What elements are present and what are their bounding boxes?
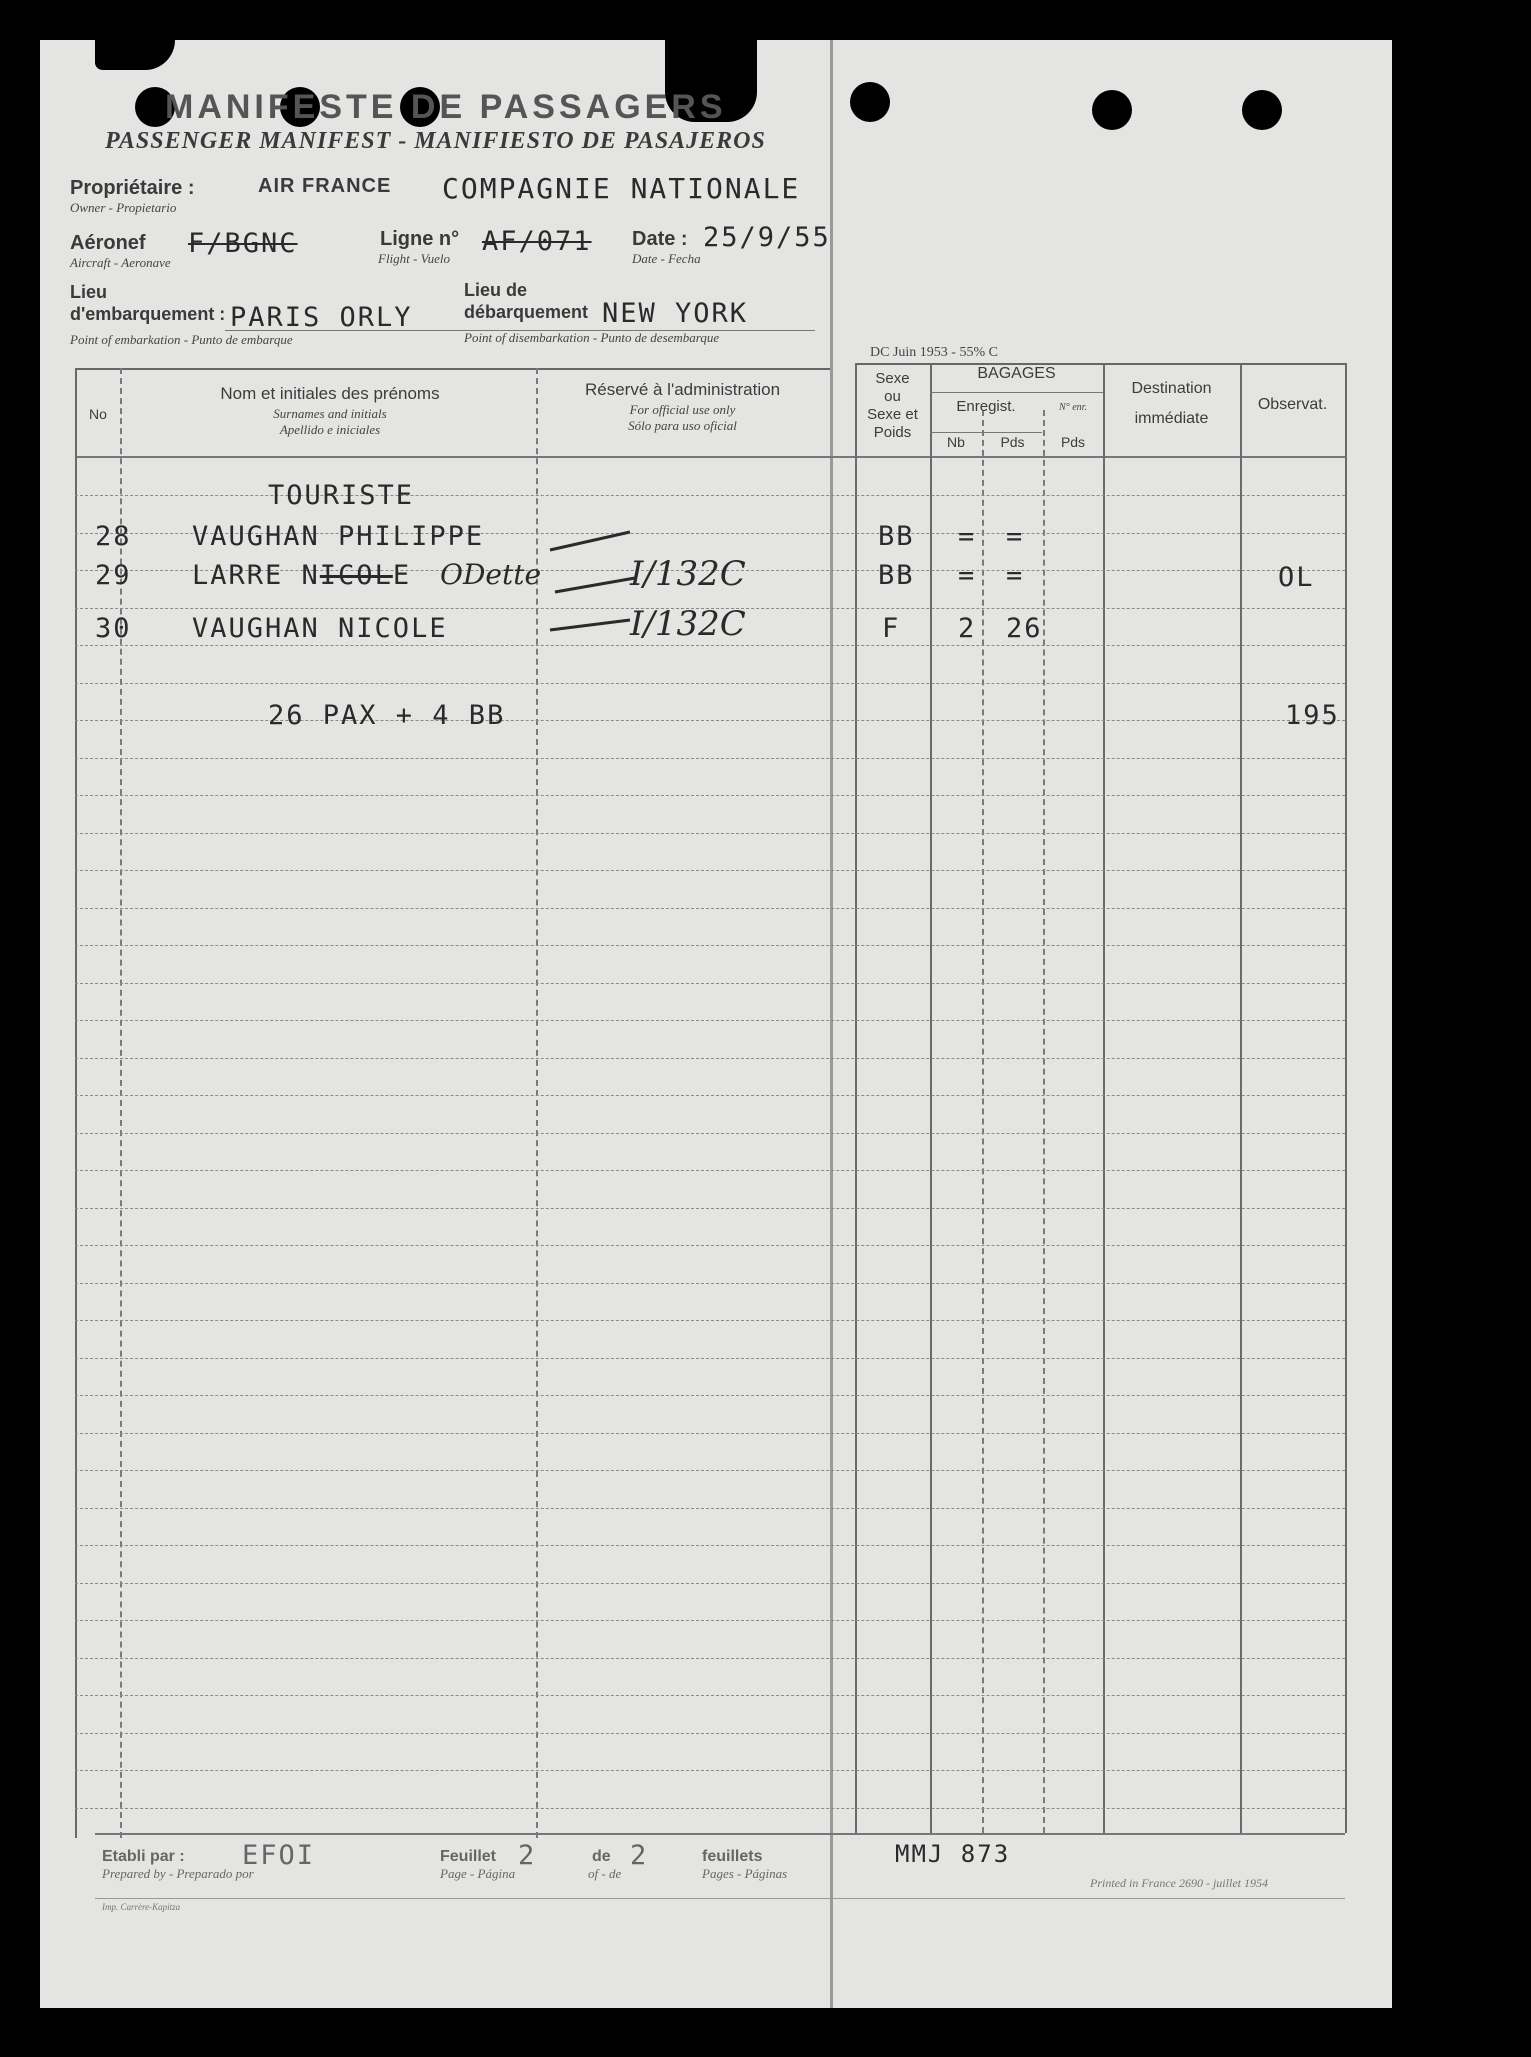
table-rule-line (75, 1095, 1345, 1096)
col-header-unreg: N° enr. (1059, 402, 1087, 413)
row-28-sex: BB (878, 521, 915, 552)
row-29-name-a: LARRE N (192, 560, 320, 591)
table-rule-line (75, 1058, 1345, 1059)
col-header-registered: Enregist. (956, 398, 1016, 415)
table-rule-line (75, 1808, 1345, 1809)
owner-label: Propriétaire : (70, 177, 195, 199)
total-sheets-value: 2 (630, 1840, 649, 1871)
col-sex-left (855, 363, 857, 1833)
col-header-destination-1: Destination (1131, 380, 1212, 397)
prepared-sublabel: Prepared by - Preparado por (102, 1866, 254, 1881)
row-29-pds: = (1006, 560, 1025, 591)
table-rule-line (75, 1245, 1345, 1246)
table-rule-line (75, 495, 1345, 496)
col-header-name-sub2: Apellido e iniciales (279, 422, 381, 437)
manifest-sheet (40, 40, 1392, 2008)
table-top (75, 368, 830, 370)
footer-top (95, 1833, 1345, 1835)
aircraft-label: Aéronef (70, 232, 146, 254)
prepared-label: Etabli par : (102, 1848, 185, 1865)
form-code: DC Juin 1953 - 55% C (870, 345, 998, 360)
row-30-nb: 2 (958, 613, 977, 644)
table-rule-line (75, 1658, 1345, 1659)
table-rule-line (75, 795, 1345, 796)
sheet-label: Feuillet (440, 1848, 497, 1865)
col-header-sex-4: Poids (873, 424, 912, 441)
row-28-pds: = (1006, 521, 1025, 552)
flight-sublabel: Flight - Vuelo (378, 251, 450, 266)
handwritten-dashes (520, 530, 640, 650)
sheets-label: feuillets (702, 1848, 763, 1865)
table-rule-line (75, 1020, 1345, 1021)
table-rule-line (75, 1733, 1345, 1734)
sheet-sublabel: Page - Página (440, 1866, 516, 1881)
col-header-name: Nom et initiales des prénoms (220, 384, 440, 403)
table-rule-line (75, 1170, 1345, 1171)
table-rule-line (75, 1283, 1345, 1284)
row-29-name-handwritten: ODette (440, 558, 542, 591)
table-rule-line (75, 1470, 1345, 1471)
fold-line (830, 40, 833, 2008)
row-30-reserved: I/132C (630, 604, 746, 644)
row-29-observ: OL (1278, 562, 1315, 593)
table-rule-line (75, 870, 1345, 871)
table-rule-line (75, 1770, 1345, 1771)
table-rule-line (75, 1583, 1345, 1584)
form-subtitle: PASSENGER MANIFEST - MANIFIESTO DE PASAJEROS (105, 128, 766, 154)
sheet-value: 2 (518, 1840, 537, 1871)
row-29-name-struck: ICOL (319, 560, 393, 591)
table-rule-line (75, 1620, 1345, 1621)
date-value: 25/9/55 (703, 222, 831, 253)
row-28-nb: = (958, 521, 977, 552)
row-29-name (192, 560, 411, 591)
table-rule-line (75, 983, 1345, 984)
owner-sublabel: Owner - Propietario (70, 200, 177, 215)
row-30-no: 30 (95, 613, 132, 644)
table-rule-line (75, 720, 1345, 721)
embark-value: PARIS ORLY (230, 302, 413, 333)
punch-hole (850, 82, 890, 122)
disembark-label-2: débarquement (464, 302, 589, 322)
table-rule-line (75, 1395, 1345, 1396)
flight-value: AF/071 (482, 226, 592, 257)
footer-bottom (95, 1898, 1345, 1899)
table-rule-line (75, 908, 1345, 909)
table-rule-line (75, 1545, 1345, 1546)
col-header-reserved-sub2: Sólo para uso oficial (628, 418, 737, 433)
date-sublabel: Date - Fecha (632, 251, 701, 266)
sheets-sublabel: Pages - Páginas (702, 1866, 788, 1881)
col-obs-left (1240, 363, 1242, 1833)
row-29-sex: BB (878, 560, 915, 591)
table-rule-line (75, 1433, 1345, 1434)
col-header-sex-3: Sexe et (867, 406, 918, 423)
col-header-reserved: Réservé à l'administration (584, 380, 781, 399)
col-header-sex-2: ou (884, 388, 901, 405)
table-rule-line (75, 683, 1345, 684)
punch-hole (1242, 90, 1282, 130)
col-dest-left (1103, 363, 1105, 1833)
printer-credit: Imp. Carrère-Kapitza (102, 1902, 181, 1912)
aircraft-value: F/BGNC (188, 228, 298, 259)
col-header-pds: Pds (1000, 434, 1025, 450)
row-29-reserved: I/132C (630, 554, 746, 594)
row-28-no: 28 (95, 521, 132, 552)
col-header-no: No (89, 406, 107, 422)
table-rule-line (75, 758, 1345, 759)
header-rule (225, 330, 815, 331)
col-nb-left (930, 363, 932, 1833)
col-header-sex-1: Sexe (875, 370, 910, 387)
table-rule-line (75, 1208, 1345, 1209)
table-rule-line (75, 1695, 1345, 1696)
row-29-nb: = (958, 560, 977, 591)
row-30-pds: 26 (1006, 613, 1043, 644)
date-label: Date : (632, 228, 688, 250)
disembark-value: NEW YORK (602, 298, 749, 329)
row-29-name-b: E (392, 560, 412, 591)
stamp-number: MMJ 873 (895, 1840, 1011, 1868)
embark-label-1: Lieu (70, 282, 108, 302)
col-header-baggage: BAGAGES (977, 365, 1056, 382)
row-30-name: VAUGHAN NICOLE (192, 613, 448, 644)
total-line: 26 PAX + 4 BB (268, 700, 506, 731)
class-heading: TOURISTE (268, 480, 415, 511)
punch-hole (1092, 90, 1132, 130)
prepared-value: EFOI (242, 1840, 316, 1871)
embark-label-2: d'embarquement : (70, 304, 226, 324)
aircraft-sublabel: Aircraft - Aeronave (70, 255, 171, 270)
owner-printed: AIR FRANCE (258, 175, 392, 197)
col-no-left (75, 368, 77, 1838)
of-label: de (592, 1848, 611, 1865)
printed-in: Printed in France 2690 - juillet 1954 (1090, 1876, 1268, 1890)
paper-tear (95, 40, 175, 70)
col-header-nb: Nb (947, 434, 965, 450)
table-rule-line (75, 1320, 1345, 1321)
disembark-sublabel: Point of disembarkation - Punto de desembarque (464, 330, 720, 345)
table-rule-line (75, 1133, 1345, 1134)
col-header-reserved-sub1: For official use only (629, 402, 736, 417)
flight-label: Ligne n° (380, 228, 460, 250)
col-header-unreg-pds: Pds (1060, 434, 1086, 450)
form-title: MANIFESTE DE PASSAGERS (165, 88, 727, 126)
row-28-name: VAUGHAN PHILIPPE (192, 521, 485, 552)
col-obs-right (1345, 363, 1347, 1833)
table-rule-line (75, 945, 1345, 946)
total-observ: 195 (1285, 700, 1340, 731)
table-rule-line (75, 1508, 1345, 1509)
owner-value: COMPAGNIE NATIONALE (442, 172, 801, 205)
registered-rule (930, 432, 1042, 433)
row-30-sex: F (882, 613, 901, 644)
baggage-rule (930, 392, 1103, 393)
of-sublabel: of - de (588, 1866, 622, 1881)
table-rule-line (75, 645, 1345, 646)
col-header-observ: Observat. (1257, 396, 1328, 413)
col-header-destination-2: immédiate (1134, 410, 1209, 427)
table-rule-line (75, 833, 1345, 834)
col-header-name-sub1: Surnames and initials (273, 406, 387, 421)
header-bottom (75, 456, 1345, 458)
disembark-label-1: Lieu de (464, 280, 528, 300)
embark-sublabel: Point of embarkation - Punto de embarque (70, 332, 293, 347)
row-29-no: 29 (95, 560, 132, 591)
table-rule-line (75, 1358, 1345, 1359)
